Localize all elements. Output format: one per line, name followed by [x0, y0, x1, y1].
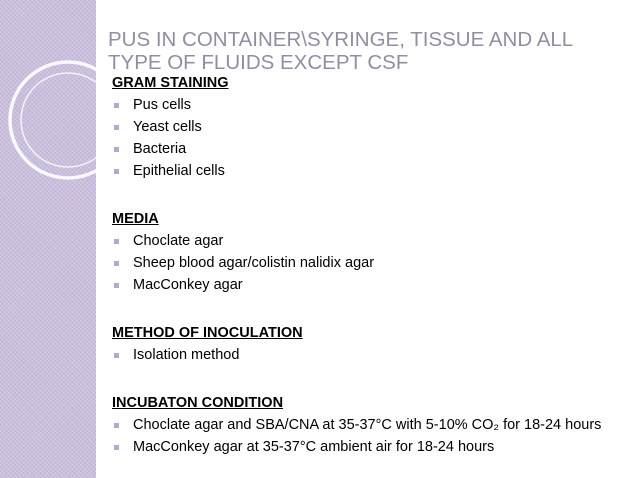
list-item: [112, 162, 624, 181]
square-bullet-icon: [114, 125, 119, 130]
list-item-text: Isolation method: [133, 347, 240, 363]
list-item: [112, 232, 624, 251]
list-item-text: Sheep blood agar/colistin nalidix agar: [133, 255, 375, 271]
decorative-circle-outer: [10, 62, 126, 178]
slide-content: [112, 74, 624, 457]
list-item-text: MacConkey agar: [133, 277, 243, 293]
section-media: [112, 210, 624, 295]
list-item-text: Choclate agar and SBA/CNA at 35-37°C with 5-10% CO₂ for 18-24 hours: [133, 417, 602, 433]
square-bullet-icon: [114, 261, 119, 266]
section-method-of-inoculation: [112, 324, 624, 365]
list-item: [112, 438, 624, 457]
section-heading: GRAM STAINING: [112, 75, 229, 91]
list-item: [112, 118, 624, 137]
slide-title: PUS IN CONTAINER\SYRINGE, TISSUE AND ALL TYPE OF FLUIDS EXCEPT CSF: [108, 28, 573, 74]
list-item: [112, 254, 624, 273]
list-item: [112, 346, 624, 365]
list-item-text: Pus cells: [133, 97, 192, 113]
section-incubation-condition: [112, 394, 624, 457]
section-heading: METHOD OF INOCULATION: [112, 325, 303, 341]
section-heading: INCUBATON CONDITION: [112, 395, 284, 411]
list-item-text: Epithelial cells: [133, 163, 225, 179]
list-item: [112, 96, 624, 115]
square-bullet-icon: [114, 103, 119, 108]
square-bullet-icon: [114, 147, 119, 152]
section-heading: MEDIA: [112, 211, 159, 227]
square-bullet-icon: [114, 239, 119, 244]
section-gram-staining: [112, 74, 624, 181]
list-item: [112, 140, 624, 159]
bullet-list: [112, 416, 624, 457]
list-item-text: Choclate agar: [133, 233, 224, 249]
list-item-text: Yeast cells: [133, 119, 202, 135]
decorative-circle-inner: [21, 73, 115, 167]
square-bullet-icon: [114, 423, 119, 428]
square-bullet-icon: [114, 445, 119, 450]
bullet-list: [112, 96, 624, 181]
list-item: [112, 416, 624, 435]
bullet-list: [112, 232, 624, 295]
list-item-text: MacConkey agar at 35-37°C ambient air for 18-24 hours: [133, 439, 495, 455]
square-bullet-icon: [114, 283, 119, 288]
square-bullet-icon: [114, 169, 119, 174]
list-item: [112, 276, 624, 295]
bullet-list: [112, 346, 624, 365]
list-item-text: Bacteria: [133, 141, 187, 157]
square-bullet-icon: [114, 353, 119, 358]
